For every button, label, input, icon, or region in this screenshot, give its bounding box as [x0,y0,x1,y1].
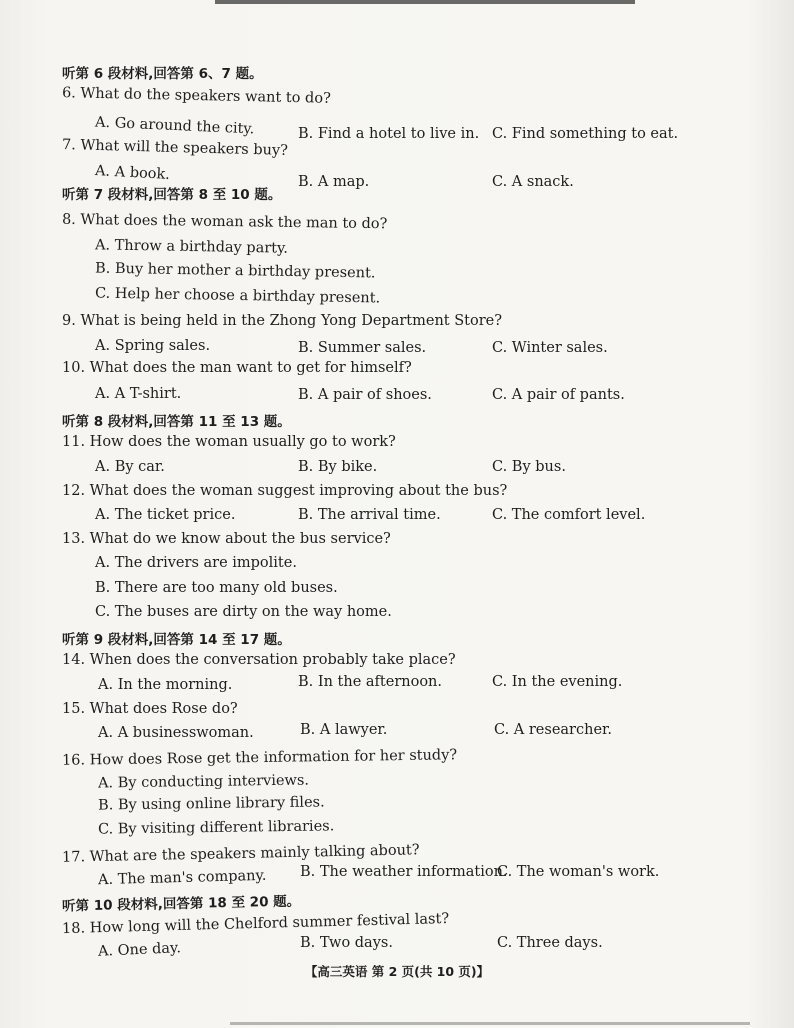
scan-edge-bottom [230,1022,750,1025]
question-6: 6. What do the speakers want to do? [61,85,331,107]
question-15-option-b: B. A lawyer. [300,722,388,738]
question-11: 11. How does the woman usually go to work? [62,434,396,450]
question-13-option-b: B. There are too many old buses. [95,580,338,596]
question-7-option-a: A. A book. [94,163,171,183]
question-7-option-c: C. A snack. [492,174,574,190]
question-18-option-b: B. Two days. [300,935,393,951]
question-14: 14. When does the conversation probably take place? [62,652,456,668]
question-18: 18. How long will the Chelford summer festival last? [61,910,450,938]
question-6-option-a: A. Go around the city. [94,114,255,138]
section-heading-10: 听第 10 段材料,回答第 18 至 20 题。 [61,893,301,915]
question-16-option-b: B. By using online library files. [97,794,325,814]
question-10-option-b: B. A pair of shoes. [298,387,432,403]
question-15-option-a: A. A businesswoman. [98,725,254,741]
question-10: 10. What does the man want to get for himself? [62,360,412,376]
section-heading-9: 听第 9 段材料,回答第 14 至 17 题。 [62,632,291,648]
section-heading-6: 听第 6 段材料,回答第 6、7 题。 [62,66,263,82]
question-14-option-c: C. In the evening. [492,674,623,690]
question-8-option-b: B. Buy her mother a birthday present. [94,260,376,282]
question-11-option-a: A. By car. [95,459,165,475]
question-13-option-c: C. The buses are dirty on the way home. [95,604,392,620]
question-18-option-a: A. One day. [97,940,182,960]
question-14-option-b: B. In the afternoon. [298,674,443,690]
question-17: 17. What are the speakers mainly talking about? [61,842,420,866]
question-15: 15. What does Rose do? [62,701,238,717]
question-16-option-c: C. By visiting different libraries. [97,818,335,838]
question-8-option-c: C. Help her choose a birthday present. [94,285,381,307]
question-17-option-b: B. The weather information. [300,864,508,880]
page-footer: 【高三英语 第 2 页(共 10 页)】 [304,964,490,979]
question-11-option-c: C. By bus. [492,459,566,475]
question-18-option-c: C. Three days. [497,935,603,951]
question-8-option-a: A. Throw a birthday party. [94,237,289,257]
question-9: 9. What is being held in the Zhong Yong Department Store? [62,313,502,329]
question-10-option-c: C. A pair of pants. [492,387,625,403]
question-17-option-c: C. The woman's work. [497,864,660,880]
question-12-option-b: B. The arrival time. [298,507,441,523]
question-7: 7. What will the speakers buy? [61,137,289,159]
question-13-option-a: A. The drivers are impolite. [95,555,297,571]
question-12-option-a: A. The ticket price. [95,507,236,523]
question-6-option-b: B. Find a hotel to live in. [298,126,480,142]
question-12-option-c: C. The comfort level. [492,507,646,523]
section-heading-8: 听第 8 段材料,回答第 11 至 13 题。 [62,414,291,430]
question-8: 8. What does the woman ask the man to do? [61,211,388,233]
question-14-option-a: A. In the morning. [98,677,233,693]
section-heading-7: 听第 7 段材料,回答第 8 至 10 题。 [62,187,282,203]
question-12: 12. What does the woman suggest improving about the bus? [62,483,508,499]
question-9-option-a: A. Spring sales. [95,338,211,354]
question-13: 13. What do we know about the bus service? [62,531,391,547]
question-16: 16. How does Rose get the information for her study? [61,747,458,769]
question-6-option-c: C. Find something to eat. [492,126,679,142]
question-7-option-b: B. A map. [298,174,370,190]
question-9-option-b: B. Summer sales. [298,340,427,356]
question-15-option-c: C. A researcher. [494,722,612,738]
scan-edge [215,0,635,4]
question-11-option-b: B. By bike. [298,459,378,475]
question-17-option-a: A. The man's company. [97,867,267,889]
question-16-option-a: A. By conducting interviews. [97,772,310,792]
question-10-option-a: A. A T-shirt. [95,386,182,402]
question-9-option-c: C. Winter sales. [492,340,608,356]
